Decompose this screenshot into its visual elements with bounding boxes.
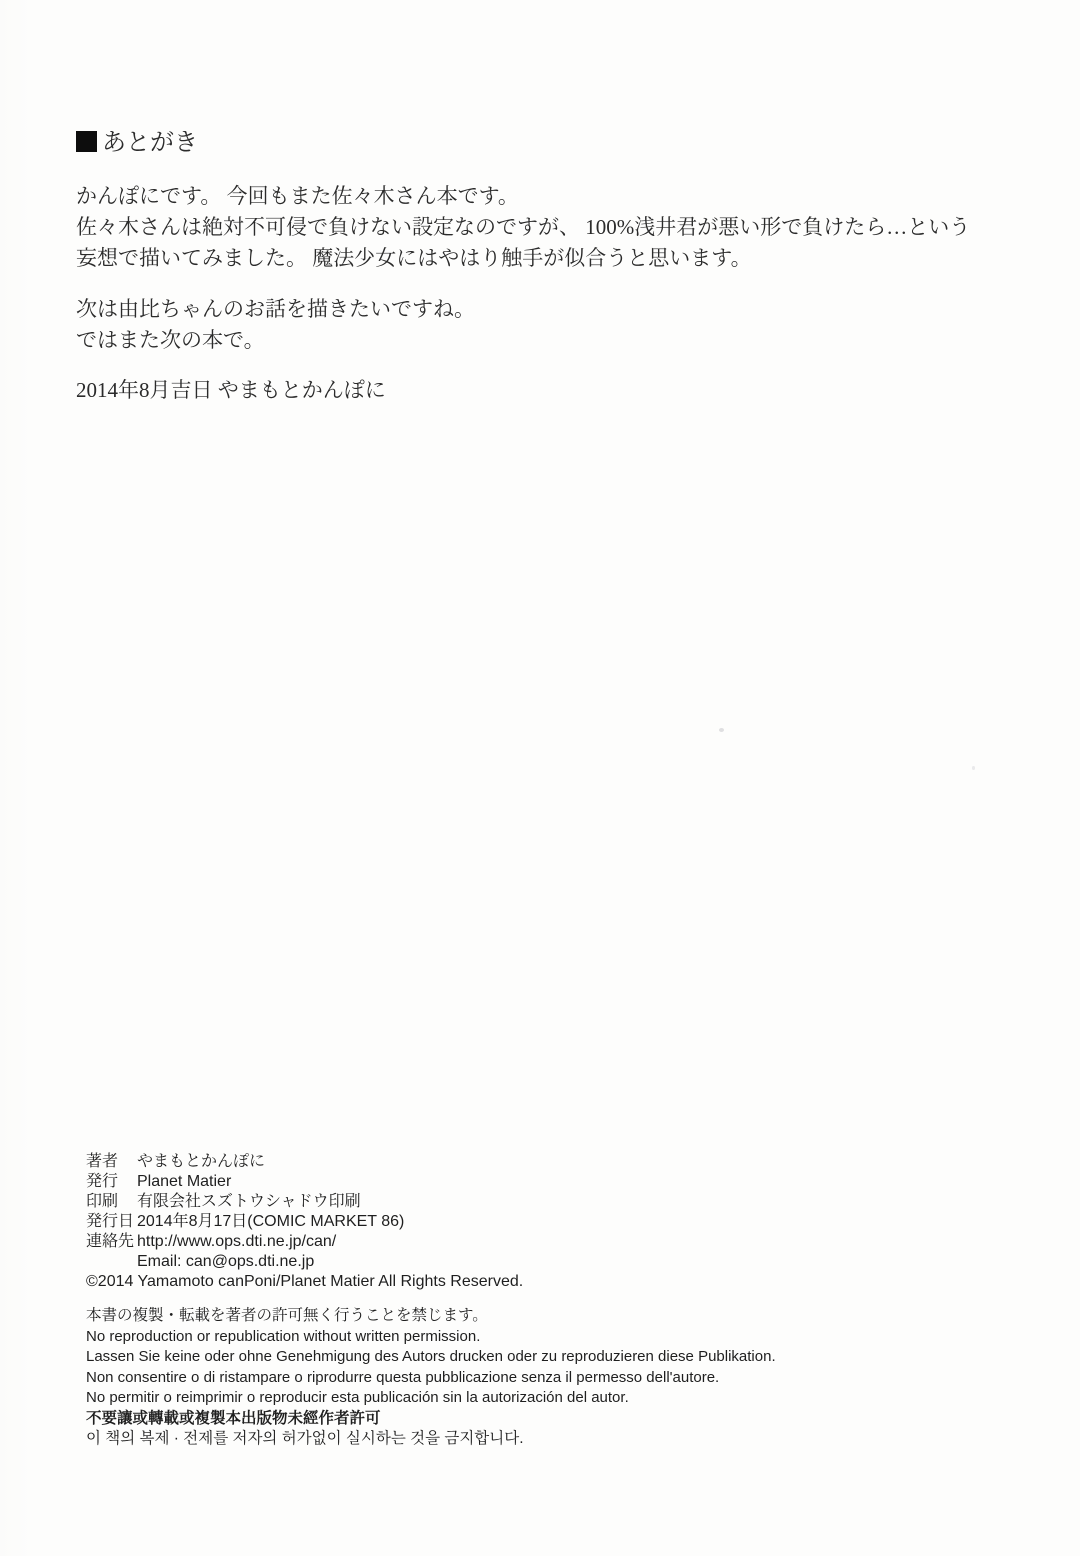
copyright-line: ©2014 Yamamoto canPoni/Planet Matier All Rights Reserved.	[86, 1273, 524, 1290]
colophon-label: 発行	[86, 1173, 119, 1190]
afterword-title: あとがき	[102, 130, 198, 156]
afterword-paragraph-1	[76, 181, 1006, 274]
colophon-value: 2014年8月17日(COMIC MARKET 86)	[137, 1213, 405, 1230]
scan-speck	[972, 766, 975, 770]
colophon-value: 有限会社スズトウシャドウ印刷	[137, 1193, 361, 1210]
paragraph-line: 妄想で描いてみました。 魔法少女にはやはり触手が似合うと思います。	[76, 246, 752, 270]
rights-notice-korean: 이 책의 복제 · 전제를 저자의 허가없이 실시하는 것을 금지합니다.	[86, 1430, 524, 1447]
afterword-paragraph-2	[76, 294, 1006, 356]
colophon-section	[86, 1152, 523, 1292]
colophon-row-author	[86, 1152, 523, 1172]
paragraph-line: かんぽにです。 今回もまた佐々木さん本です。	[76, 184, 519, 208]
colophon-label: 印刷	[86, 1193, 119, 1210]
colophon-row-contact-email	[86, 1252, 523, 1272]
paragraph-line: 次は由比ちゃんのお話を描きたいですね。	[76, 297, 475, 321]
contact-url-text: http://www.ops.dti.ne.jp/can/	[137, 1233, 337, 1250]
rights-notice-section	[86, 1306, 776, 1450]
colophon-label: 著者	[86, 1153, 119, 1170]
black-square-icon	[76, 131, 97, 152]
scan-speck	[719, 728, 724, 732]
colophon-row-publisher	[86, 1172, 523, 1192]
colophon-label: 連絡先	[86, 1233, 135, 1250]
rights-notice-english: No reproduction or republication without written permission.	[86, 1327, 481, 1345]
colophon-value: やまもとかんぽに	[137, 1153, 266, 1170]
paragraph-line: ではまた次の本で。	[76, 328, 265, 352]
rights-notice-italian: Non consentire o di ristampare o riprodurre questa pubblicazione senza il permesso dell'autore.	[86, 1368, 720, 1386]
colophon-row-contact-url	[86, 1232, 523, 1252]
contact-email-text: Email: can@ops.dti.ne.jp	[137, 1253, 315, 1270]
rights-notice-german: Lassen Sie keine oder ohne Genehmigung des Autors drucken oder zu reproduzieren diese Publikation.	[86, 1348, 776, 1365]
signoff-date-line: 2014年8月吉日 やまもとかんぽに	[76, 378, 386, 402]
rights-notice-chinese: 不要讓或轉載或複製本出版物未經作者許可	[86, 1409, 381, 1427]
paragraph-line: 佐々木さんは絶対不可侵で負けない設定なのですが、 100%浅井君が悪い形で負けたら…という	[76, 215, 971, 239]
rights-notice-japanese: 本書の複製・転載を著者の許可無く行うことを禁じます。	[86, 1307, 488, 1324]
colophon-label: 発行日	[86, 1213, 135, 1230]
colophon-label	[86, 1252, 137, 1272]
afterword-heading	[76, 130, 198, 156]
colophon-row-printer	[86, 1192, 523, 1212]
rights-notice-spanish: No permitir o reimprimir o reproducir esta publicación sin la autorización del autor.	[86, 1389, 629, 1406]
colophon-row-issue-date	[86, 1212, 523, 1232]
colophon-value: Planet Matier	[137, 1173, 232, 1190]
